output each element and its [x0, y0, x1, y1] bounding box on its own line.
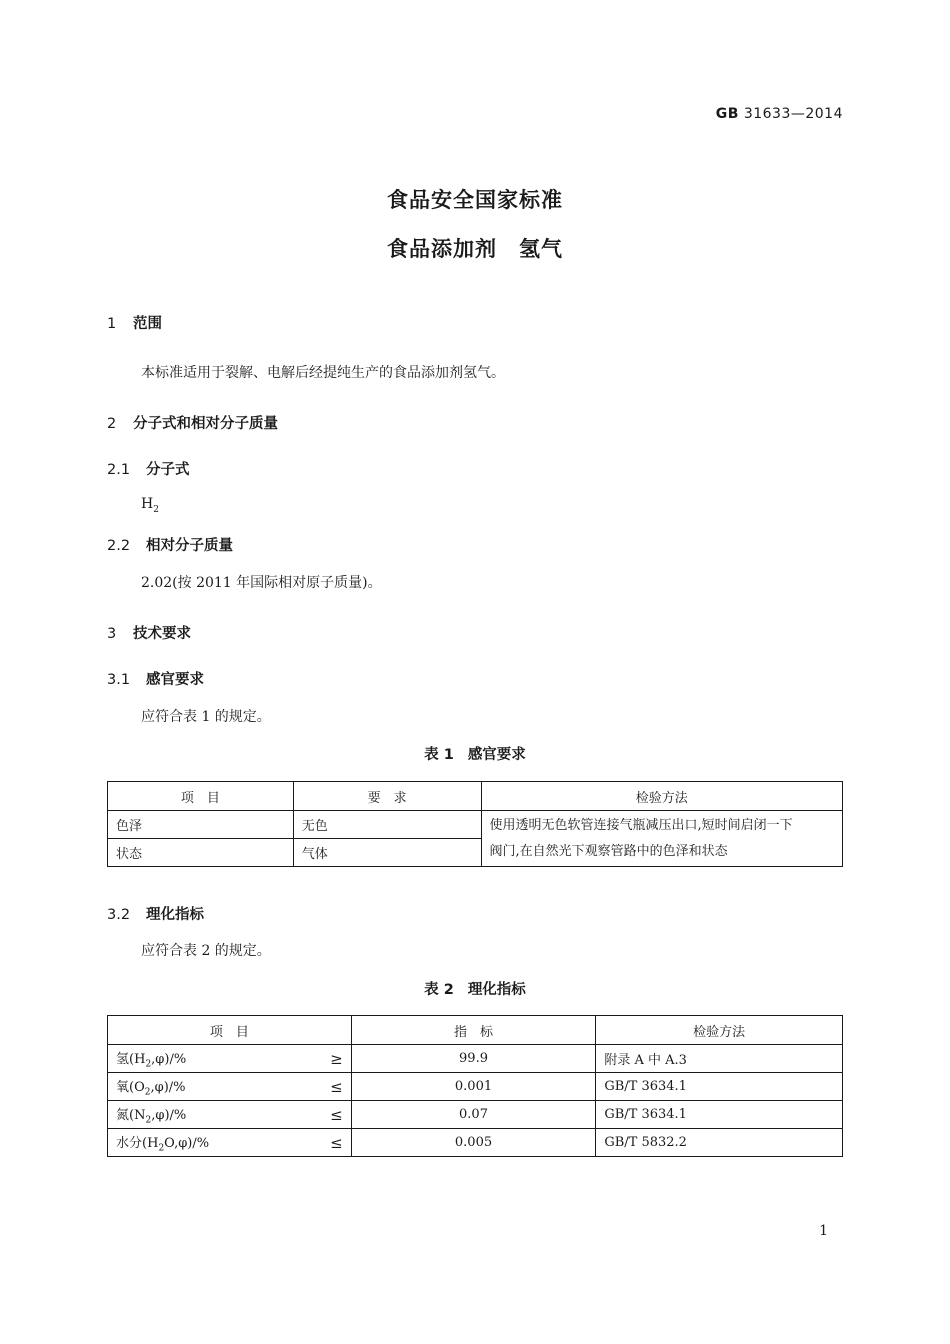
item-subscript: 2	[158, 1143, 165, 1154]
item-subscript: 2	[145, 1115, 152, 1126]
item-unit: ,φ)/%	[151, 1051, 187, 1067]
item-formula: (H	[142, 1135, 159, 1151]
comparison-operator: ≥	[330, 1049, 343, 1068]
section-1-text: 本标准适用于裂解、电解后经提纯生产的食品添加剂氢气。	[141, 365, 505, 381]
column-header-requirement: 要 求	[293, 782, 481, 811]
table-title: 感官要求	[467, 747, 526, 763]
method-cell: GB/T 3634.1	[596, 1073, 843, 1101]
section-3-1-heading	[107, 668, 204, 689]
comparison-operator: ≤	[330, 1105, 343, 1124]
item-name: 氢	[116, 1051, 130, 1067]
section-3-2-heading	[107, 903, 204, 924]
standard-number	[716, 106, 843, 122]
column-header-method: 检验方法	[596, 1016, 843, 1045]
table-title: 理化指标	[467, 982, 526, 998]
item-cell	[108, 1129, 352, 1157]
item-cell	[108, 1101, 352, 1129]
column-header-item: 项 目	[108, 782, 294, 811]
section-title: 范围	[133, 316, 162, 332]
item-cell: 色泽	[108, 811, 294, 839]
standard-prefix: GB	[715, 106, 739, 122]
table-number: 表 1	[424, 747, 454, 763]
table-header-row	[108, 1016, 843, 1045]
column-header-method: 检验方法	[481, 782, 842, 811]
item-formula: (O	[129, 1079, 145, 1095]
section-3-heading	[107, 622, 191, 643]
table-header-row	[108, 782, 843, 811]
page-number: 1	[819, 1223, 828, 1239]
section-3-2-text: 应符合表 2 的规定。	[141, 943, 271, 959]
section-title: 相对分子质量	[146, 538, 233, 554]
section-2-1-heading	[107, 458, 190, 479]
section-3-1-text: 应符合表 1 的规定。	[141, 709, 271, 725]
section-number: 3.2	[107, 907, 131, 923]
document-subtitle: 食品添加剂 氢气	[387, 237, 563, 261]
table-2-caption	[0, 978, 950, 999]
item-name: 水分	[116, 1135, 143, 1151]
requirement-cell: 气体	[293, 839, 481, 867]
item-formula: (H	[129, 1051, 146, 1067]
indicator-value: 99.9	[351, 1045, 596, 1073]
section-number: 3.1	[107, 672, 131, 688]
physicochemical-indicators-table	[107, 1015, 843, 1157]
column-header-item: 项 目	[108, 1016, 352, 1045]
item-name: 氮	[116, 1107, 130, 1123]
item-cell: 状态	[108, 839, 294, 867]
table-row	[108, 1129, 843, 1157]
requirement-cell: 无色	[293, 811, 481, 839]
comparison-operator: ≤	[330, 1077, 343, 1096]
section-number: 2.1	[107, 462, 131, 478]
table-1-caption	[0, 743, 950, 764]
standard-code: 31633—2014	[743, 106, 843, 122]
method-cell	[481, 811, 842, 867]
item-cell	[108, 1045, 352, 1073]
sensory-requirements-table	[107, 781, 843, 867]
table-number: 表 2	[424, 982, 454, 998]
indicator-value: 0.07	[351, 1101, 596, 1129]
document-title: 食品安全国家标准	[387, 188, 563, 212]
indicator-value: 0.005	[351, 1129, 596, 1157]
section-number: 1	[107, 316, 117, 332]
section-title: 理化指标	[146, 907, 204, 923]
item-formula: (N	[129, 1107, 146, 1123]
section-title: 技术要求	[133, 626, 191, 642]
table-row	[108, 1073, 843, 1101]
item-cell	[108, 1073, 352, 1101]
molecular-formula	[141, 496, 159, 515]
formula-subscript: 2	[153, 504, 159, 515]
method-cell: 附录 A 中 A.3	[596, 1045, 843, 1073]
section-number: 3	[107, 626, 117, 642]
item-unit: ,φ)/%	[150, 1079, 186, 1095]
section-2-2-text: 2.02(按 2011 年国际相对原子质量)。	[141, 575, 382, 591]
section-2-heading	[107, 412, 278, 433]
item-unit: O,φ)/%	[164, 1135, 210, 1151]
column-header-indicator: 指 标	[351, 1016, 596, 1045]
formula-base: H	[141, 496, 154, 512]
section-2-2-heading	[107, 534, 233, 555]
section-title: 分子式和相对分子质量	[133, 416, 278, 432]
item-subscript: 2	[145, 1059, 152, 1070]
section-title: 感官要求	[146, 672, 204, 688]
table-row	[108, 1045, 843, 1073]
table-row	[108, 1101, 843, 1129]
section-number: 2	[107, 416, 117, 432]
section-number: 2.2	[107, 538, 131, 554]
item-unit: ,φ)/%	[151, 1107, 187, 1123]
item-subscript: 2	[144, 1087, 151, 1098]
item-name: 氧	[116, 1079, 130, 1095]
table-row	[108, 811, 843, 839]
indicator-value: 0.001	[351, 1073, 596, 1101]
comparison-operator: ≤	[330, 1133, 343, 1152]
method-cell: GB/T 3634.1	[596, 1101, 843, 1129]
section-1-heading	[107, 312, 162, 333]
method-line: 使用透明无色软管连接气瓶减压出口,短时间启闭一下	[489, 817, 793, 833]
method-cell: GB/T 5832.2	[596, 1129, 843, 1157]
method-line: 阀门,在自然光下观察管路中的色泽和状态	[489, 843, 728, 859]
section-title: 分子式	[146, 462, 190, 478]
